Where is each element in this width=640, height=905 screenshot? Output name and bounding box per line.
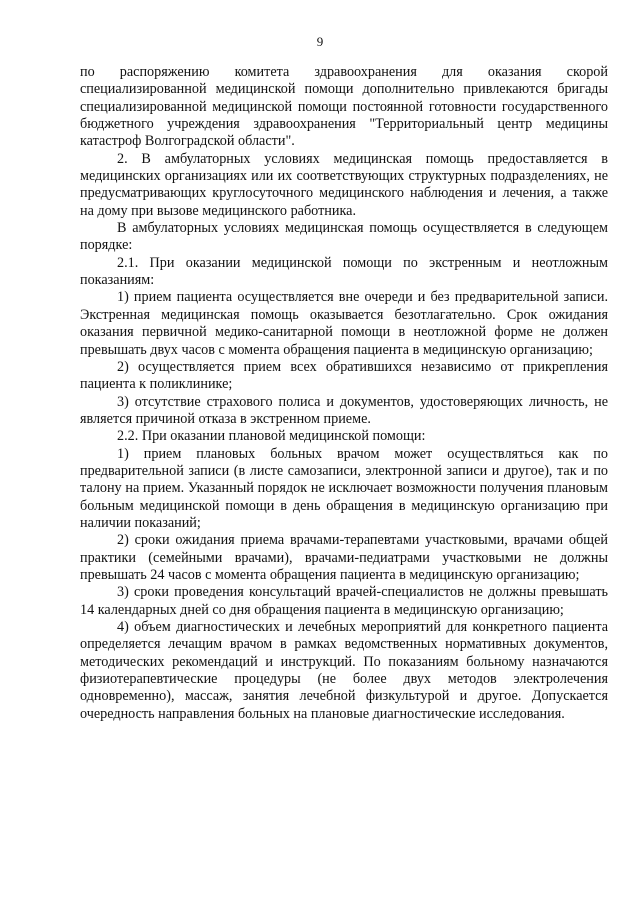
page-number: 9: [316, 34, 324, 49]
paragraph-emergency-heading: 2.1. При оказании медицинской помощи по экстренным и неотложным показаниям:: [80, 254, 608, 289]
list-item-emergency-2: 2) осуществляется прием всех обратившихся независимо от прикрепления пациента к поликлинике;: [80, 358, 608, 393]
paragraph-planned-heading: 2.2. При оказании плановой медицинской помощи:: [117, 428, 426, 445]
paragraph-ambulatory-conditions: 2. В амбулаторных условиях медицинская помощь предоставляется в медицинских организациях или их соответствующих структурных подразделениях, не предусматривающих круглосуточного медицинского наблюдения и лечения, а также на дому при вызове медицинского работника.: [80, 150, 608, 219]
document-body: [80, 64, 608, 723]
list-item-emergency-3: 3) отсутствие страхового полиса и документов, удостоверяющих личность, не является причиной отказа в экстренном приеме.: [80, 393, 608, 427]
list-item-emergency-1: 1) прием пациента осуществляется вне очереди и без предварительной записи. Экстренная медицинская помощь оказывается безотлагательно. Срок ожидания оказания первичной медико-санитарной помощи в неотложной форме не должен превышать двух часов с момента обращения пациента в медицинскую организацию;: [80, 289, 608, 358]
list-item-planned-3: 3) сроки проведения консультаций врачей-специалистов не должны превышать 14 календарных дней со дня обращения пациента в медицинскую организацию;: [80, 584, 608, 618]
list-item-planned-2: 2) сроки ожидания приема врачами-терапевтами участковыми, врачами общей практики (семейными врачами), врачами-педиатрами участковыми не должны превышать 24 часов с момента обращения пациента в медицинскую организацию;: [80, 532, 608, 583]
paragraph-continuation: по распоряжению комитета здравоохранения для оказания скорой специализированной медицинской помощи дополнительно привлекаются бригады специализированной медицинской помощи постоянной готовности государственного бюджетного учреждения здравоохранения "Территориальный центр медицины катастроф Волгоградской области".: [80, 64, 608, 150]
paragraph-ambulatory-order: В амбулаторных условиях медицинская помощь осуществляется в следующем порядке:: [80, 220, 608, 254]
list-item-planned-1: 1) прием плановых больных врачом может осуществляться как по предварительной записи (в листе самозаписи, электронной записи и другое), так и по талону на прием. Указанный порядок не исключает возможности получения плановым больным медицинской помощи в день обращения в медицинскую организацию при наличии показаний;: [80, 445, 608, 531]
list-item-planned-4: 4) объем диагностических и лечебных мероприятий для конкретного пациента определяется лечащим врачом в рамках ведомственных нормативных документов, методических рекомендаций и инструкций. По показаниям больному назначаются физиотерапевтические процедуры (не более двух методов электролечения одновременно), массаж, занятия лечебной физкультурой и другое. Допускается очередность направления больных на плановые диагностические исследования.: [80, 619, 608, 722]
